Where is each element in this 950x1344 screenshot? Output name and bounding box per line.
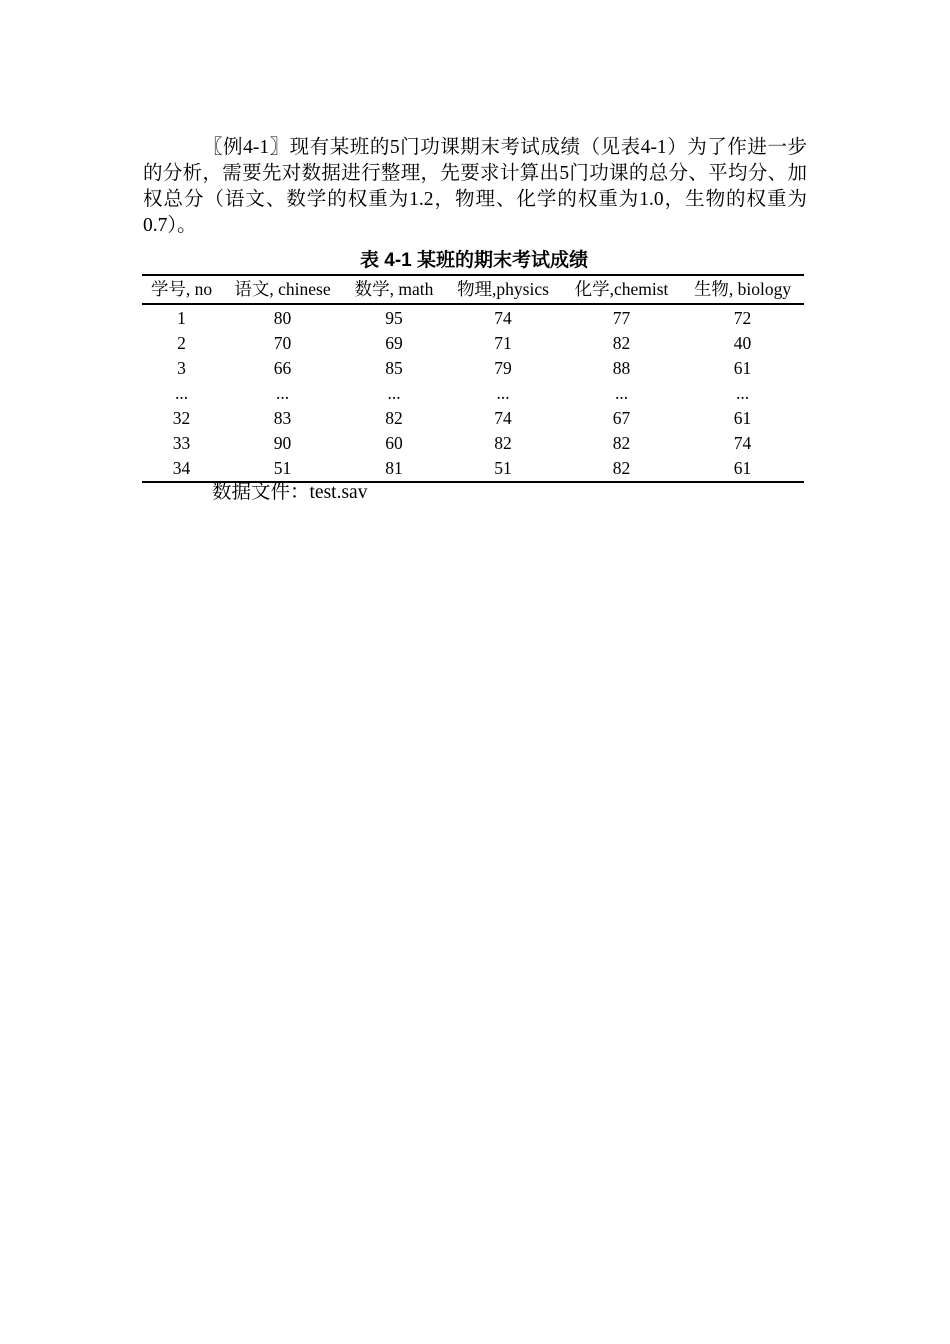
cell-physics: 51 [444,456,562,482]
cell-math: 81 [344,456,444,482]
cell-biology: ... [735,383,750,403]
cell-chemist: 82 [612,433,631,453]
cell-physics: 74 [494,308,512,328]
cell-biology: 61 [681,456,804,482]
column-header-no: 学号, no [142,275,221,304]
table-row [142,406,804,431]
cell-no: 32 [172,408,191,428]
cell-math: 85 [385,358,403,378]
column-header-chemist: 化学,chemist [562,275,681,304]
cell-chemist: 88 [612,358,631,378]
cell-no: ... [174,383,189,403]
cell-math: 95 [385,308,403,328]
table-row [142,456,804,482]
table-caption: 表 4-1 某班的期末考试成绩 [359,250,589,271]
cell-no: 1 [177,308,186,328]
scores-table [142,274,804,483]
cell-chinese: 83 [273,408,292,428]
cell-biology: 61 [733,408,752,428]
table-header-row [142,275,804,304]
cell-math: 82 [385,408,403,428]
data-file-note: 数据文件：test.sav [212,482,368,503]
cell-chinese: 70 [273,333,292,353]
cell-biology: 40 [733,333,752,353]
cell-biology: 72 [733,308,752,328]
cell-chemist: 82 [612,333,631,353]
cell-chinese: 66 [273,358,292,378]
table-row-ellipsis [142,381,804,406]
table-row [142,331,804,356]
cell-chemist: 82 [562,456,681,482]
cell-chemist: 67 [612,408,631,428]
table-row [142,304,804,331]
cell-no: 2 [177,333,186,353]
example-paragraph: 〖例4-1〗现有某班的5门功课期末考试成绩（见表4-1）为了作进一步的分析，需要先对数据进行整理，先要求计算出5门功课的总分、平均分、加权总分（语文、数学的权重为1.2，物理、化学的权重为1.0，生物的权重为0.7）。 [143,137,807,236]
cell-chemist: ... [614,383,629,403]
cell-physics: 79 [494,358,512,378]
cell-physics: 71 [494,333,512,353]
cell-chinese: ... [275,383,290,403]
column-header-biology: 生物, biology [681,275,804,304]
cell-chinese: 90 [273,433,292,453]
column-header-math: 数学, math [344,275,444,304]
table-row [142,431,804,456]
cell-math: 69 [385,333,403,353]
cell-math: 60 [385,433,403,453]
cell-physics: 82 [494,433,512,453]
column-header-chinese: 语文, chinese [221,275,344,304]
cell-no: 34 [142,456,221,482]
cell-biology: 61 [733,358,752,378]
cell-no: 33 [172,433,191,453]
cell-chemist: 77 [612,308,631,328]
table-row [142,356,804,381]
cell-physics: 74 [494,408,512,428]
cell-physics: ... [496,383,510,403]
cell-biology: 74 [733,433,752,453]
cell-chinese: 51 [221,456,344,482]
cell-math: ... [387,383,401,403]
column-header-physics: 物理,physics [444,275,562,304]
cell-chinese: 80 [273,308,292,328]
cell-no: 3 [177,358,186,378]
